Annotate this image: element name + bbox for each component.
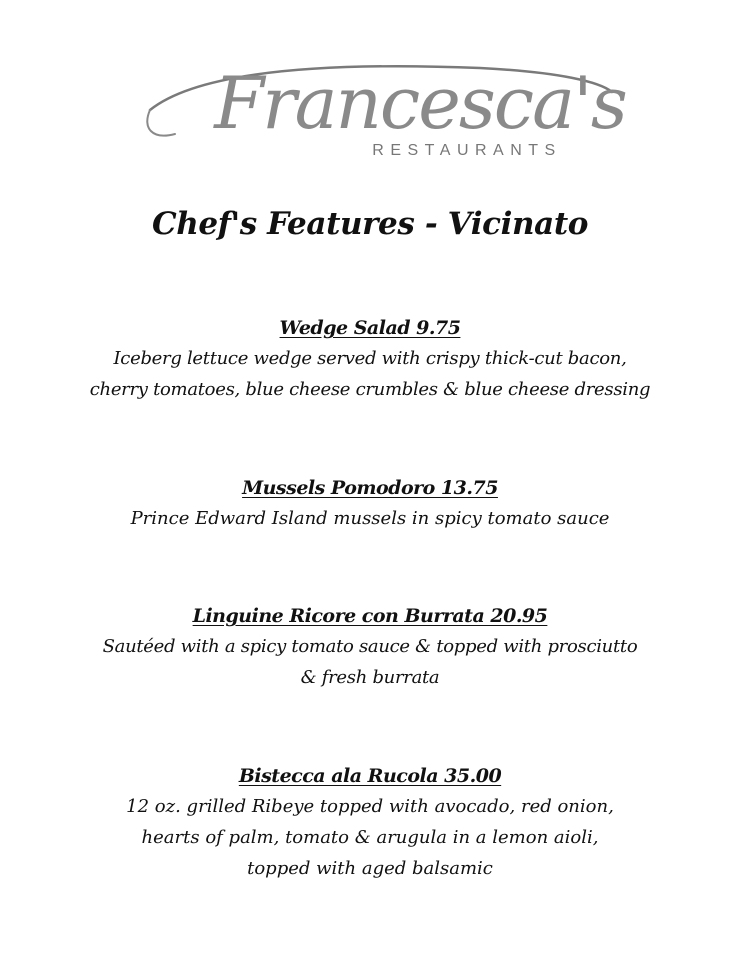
logo-sub-text: RESTAURANTS bbox=[372, 142, 562, 159]
page-title: Chef's Features - Vicinato bbox=[151, 206, 589, 242]
description-line: hearts of palm, tomato & arugula in a lemon aioli, bbox=[141, 827, 599, 848]
logo-script-text: Francesca's bbox=[214, 61, 626, 145]
description-line: Prince Edward Island mussels in spicy tomato sauce bbox=[130, 508, 610, 529]
menu-item-description bbox=[0, 343, 740, 405]
menu-item-description bbox=[0, 791, 740, 884]
menu-item-name: Bistecca ala Rucola 35.00 bbox=[238, 765, 502, 787]
menu-item-name: Mussels Pomodoro 13.75 bbox=[242, 477, 498, 499]
description-line: & fresh burrata bbox=[300, 667, 440, 688]
description-line: Iceberg lettuce wedge served with crispy thick-cut bacon, bbox=[113, 348, 627, 369]
menu-item-description bbox=[0, 503, 740, 534]
logo-graphic bbox=[0, 48, 740, 173]
menu-item-mussels-pomodoro bbox=[0, 473, 740, 534]
menu-item-linguine bbox=[0, 601, 740, 693]
description-line: topped with aged balsamic bbox=[247, 858, 493, 879]
menu-item-wedge-salad bbox=[0, 313, 740, 405]
menu-item-name: Wedge Salad 9.75 bbox=[279, 317, 461, 339]
menu-item-name: Linguine Ricore con Burrata 20.95 bbox=[192, 605, 548, 627]
restaurant-logo bbox=[0, 48, 740, 173]
menu-item-bistecca bbox=[0, 761, 740, 884]
description-line: 12 oz. grilled Ribeye topped with avocado, red onion, bbox=[126, 796, 614, 817]
description-line: Sautéed with a spicy tomato sauce & topped with prosciutto bbox=[102, 636, 638, 657]
menu-item-description bbox=[0, 631, 740, 693]
description-line: cherry tomatoes, blue cheese crumbles & blue cheese dressing bbox=[89, 379, 651, 400]
